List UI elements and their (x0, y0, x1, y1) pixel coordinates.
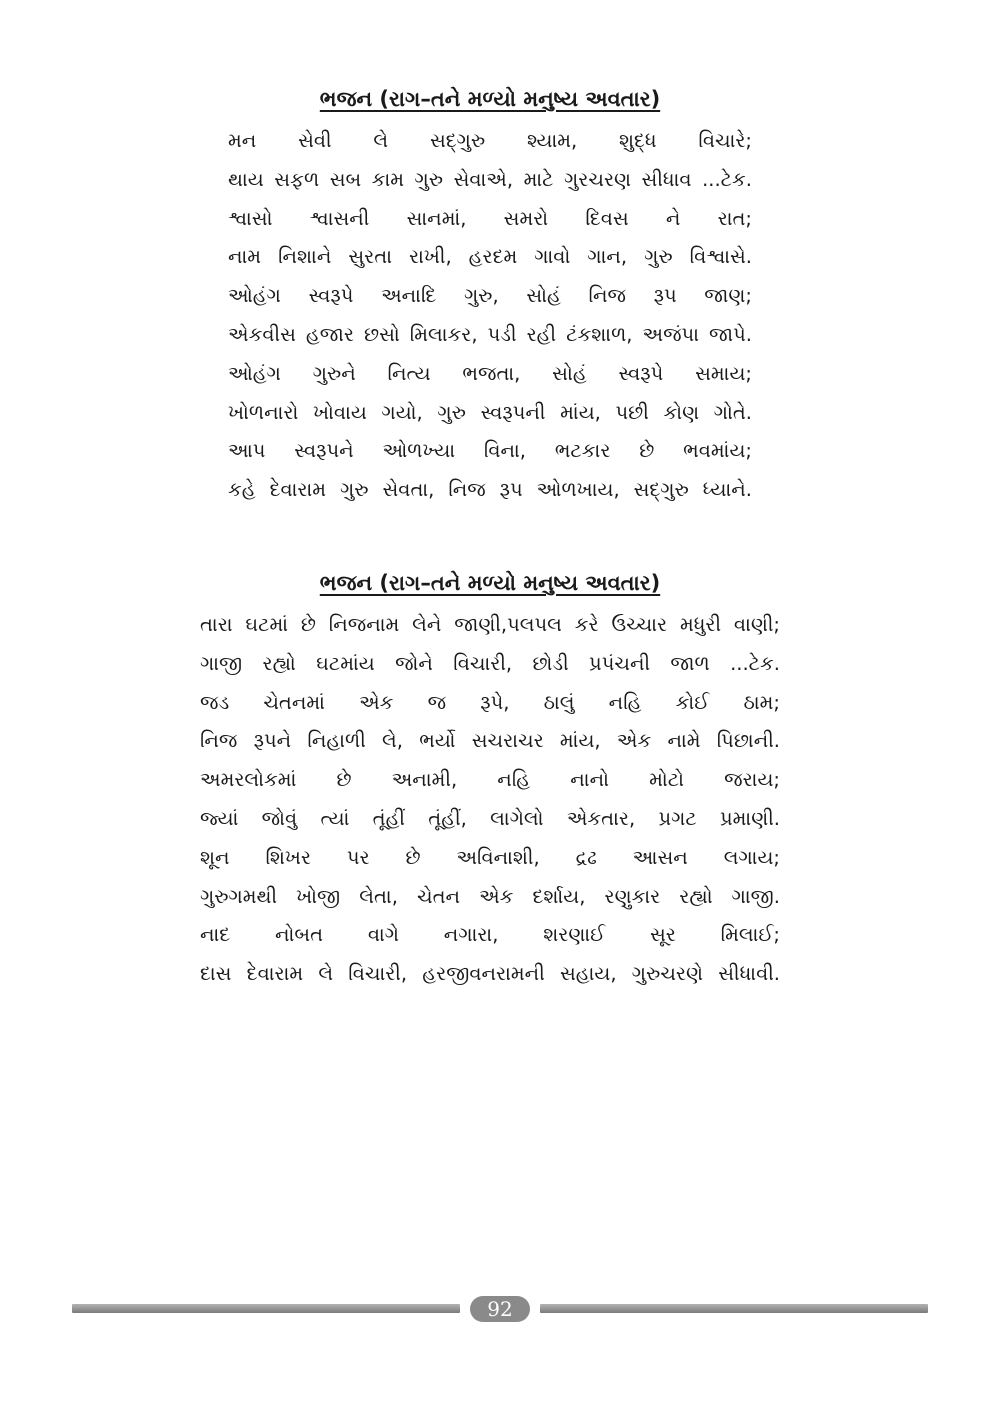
verse-line: અમરલોકમાં છે અનામી, નહિ નાનો મોટો જરાય; (200, 768, 780, 792)
bhajan-section-1 (228, 82, 752, 510)
verse-line: શ્વાસો શ્વાસની સાનમાં, સમરો દિવસ ને રાત; (228, 206, 752, 230)
verse-line: જ્યાં જોવું ત્યાં તૂંહીં તૂંહીં, લાગેલો એકતાર, પ્રગટ પ્રમાણી. (200, 806, 780, 830)
bhajan-title: ભજન (રાગ–તને મળ્યો મનુષ્ય અવતાર) (319, 87, 661, 111)
verse-line: દાસ દેવારામ લે વિચારી, હરજીવનરામની સહાય, ગુરુચરણે સીધાવી. (200, 962, 780, 986)
page-footer (72, 1296, 928, 1322)
verse-line: જડ ચેતનમાં એક જ રૂપે, ઠાલું નહિ કોઈ ઠામ; (200, 690, 780, 714)
verse-line: એકવીસ હજાર છસો મિલાકર, પડી રહી ટંકશાળ, અજંપા જાપે. (228, 322, 752, 346)
verse-line: નાદ નોબત વાગે નગારા, શરણાઈ સૂર મિલાઈ; (200, 923, 780, 947)
verse-line: ખોળનારો ખોવાય ગયો, ગુરુ સ્વરૂપની માંય, પછી કોણ ગોતે. (228, 400, 752, 424)
bhajan-title: ભજન (રાગ–તને મળ્યો મનુષ્ય અવતાર) (319, 571, 661, 595)
verse-line: શૂન શિખર પર છે અવિનાશી, દ્રઢ આસન લગાય; (200, 845, 780, 869)
verse-line: થાય સફળ સબ કામ ગુરુ સેવાએ, માટે ગુરચરણ સીધાવ ...ટેક. (228, 167, 752, 191)
verse-line: ઓહંગ ગુરુને નિત્ય ભજતા, સોહં સ્વરૂપે સમાય; (228, 361, 752, 385)
verse-line: આપ સ્વરૂપને ઓળખ્યા વિના, ભટકાર છે ભવમાંય; (228, 439, 752, 463)
footer-rule-left (72, 1304, 460, 1313)
verse-line: ઓહંગ સ્વરૂપે અનાદિ ગુરુ, સોહં નિજ રૂપ જાણ; (228, 284, 752, 308)
page-number: 92 (470, 1296, 530, 1322)
footer-rule-right (540, 1304, 928, 1313)
bhajan-section-2 (200, 566, 780, 994)
verse-line: મન સેવી લે સદ્‌ગુરુ શ્યામ, શુદ્ધ વિચારે; (228, 129, 752, 152)
verse-line: નામ નિશાને સુરતા રાખી, હરદમ ગાવો ગાન, ગુરુ વિશ્વાસે. (228, 245, 752, 269)
verse-line: ગુરુગમથી ખોજી લેતા, ચેતન એક દર્શાય, રણુકાર રહ્યો ગાજી. (200, 884, 780, 908)
verse-line: કહે દેવારામ ગુરુ સેવતા, નિજ રૂપ ઓળખાય, સદ્‌ગુરુ ધ્યાને. (228, 478, 752, 502)
verse-line: ગાજી રહ્યો ઘટમાંય જોને વિચારી, છોડી પ્રપંચની જાળ ...ટેક. (200, 651, 780, 675)
verse-line: તારા ઘટમાં છે નિજનામ લેને જાણી,પલપલ કરે ઉચ્ચાર મધુરી વાણી; (200, 613, 780, 636)
verse-line: નિજ રૂપને નિહાળી લે, ભર્યો સચરાચર માંય, એક નામે પિછાની. (200, 729, 780, 753)
